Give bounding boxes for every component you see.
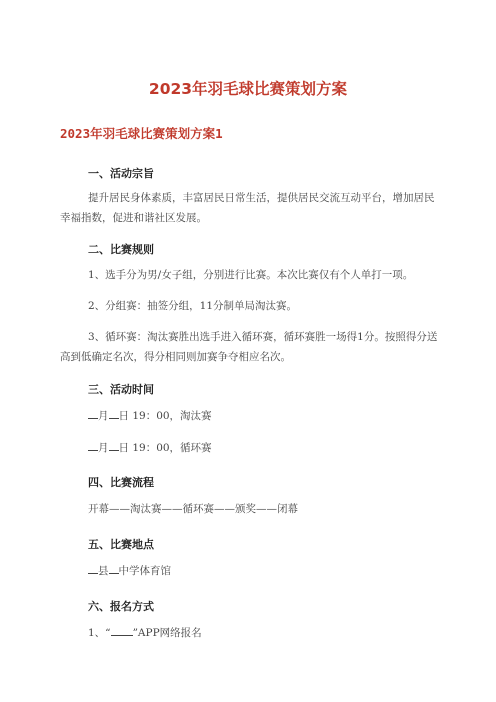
time-line-2 <box>88 438 433 458</box>
blank-line <box>88 563 98 574</box>
time-line-2-text: 日 19：00，循环赛 <box>118 442 212 454</box>
blank-line <box>109 563 119 574</box>
section-heading-time: 三、活动时间 <box>88 383 154 396</box>
blank-line <box>109 440 119 451</box>
blank-line <box>88 408 98 419</box>
purpose-paragraph: 提升居民身体素质，丰富居民日常生活，提供居民交流互动平台，增加居民幸福指数，促进和谐社区发展。 <box>60 192 435 224</box>
section-heading-signup: 六、报名方式 <box>88 600 154 613</box>
rule-1: 1、选手分为男/女子组，分别进行比赛。本次比赛仅有个人单打一项。 <box>88 269 414 281</box>
section-heading-purpose: 一、活动宗旨 <box>88 167 154 180</box>
location-venue: 中学体育馆 <box>118 565 171 577</box>
signup-line <box>88 623 433 643</box>
blank-line <box>88 440 98 451</box>
blank-line <box>109 408 119 419</box>
signup-suffix: ”APP网络报名 <box>132 627 202 639</box>
plan-subtitle: 2023年羽毛球比赛策划方案1 <box>60 126 223 141</box>
rule-2: 2、分组赛：抽签分组，11分制单局淘汰赛。 <box>88 300 298 312</box>
time-month-label: 月 <box>98 442 109 454</box>
section-heading-rules: 二、比赛规则 <box>88 243 154 256</box>
time-line-1-text: 日 19：00，淘汰赛 <box>118 410 212 422</box>
rule-3: 3、循环赛：淘汰赛胜出选手进入循环赛，循环赛胜一场得1分。按照得分送高到低确定名次，得分相同则加赛争夺相应名次。 <box>60 331 438 363</box>
blank-line <box>111 625 133 636</box>
time-line-1 <box>88 406 433 426</box>
section-heading-flow: 四、比赛流程 <box>88 476 154 489</box>
flow-text: 开幕——淘汰赛——循环赛——颁奖——闭幕 <box>88 503 298 515</box>
location-text <box>88 561 433 581</box>
signup-prefix: 1、“ <box>88 627 111 639</box>
section-heading-location: 五、比赛地点 <box>88 538 154 551</box>
location-county: 县 <box>98 565 109 577</box>
time-month-label: 月 <box>98 410 109 422</box>
document-title: 2023年羽毛球比赛策划方案 <box>148 80 348 98</box>
